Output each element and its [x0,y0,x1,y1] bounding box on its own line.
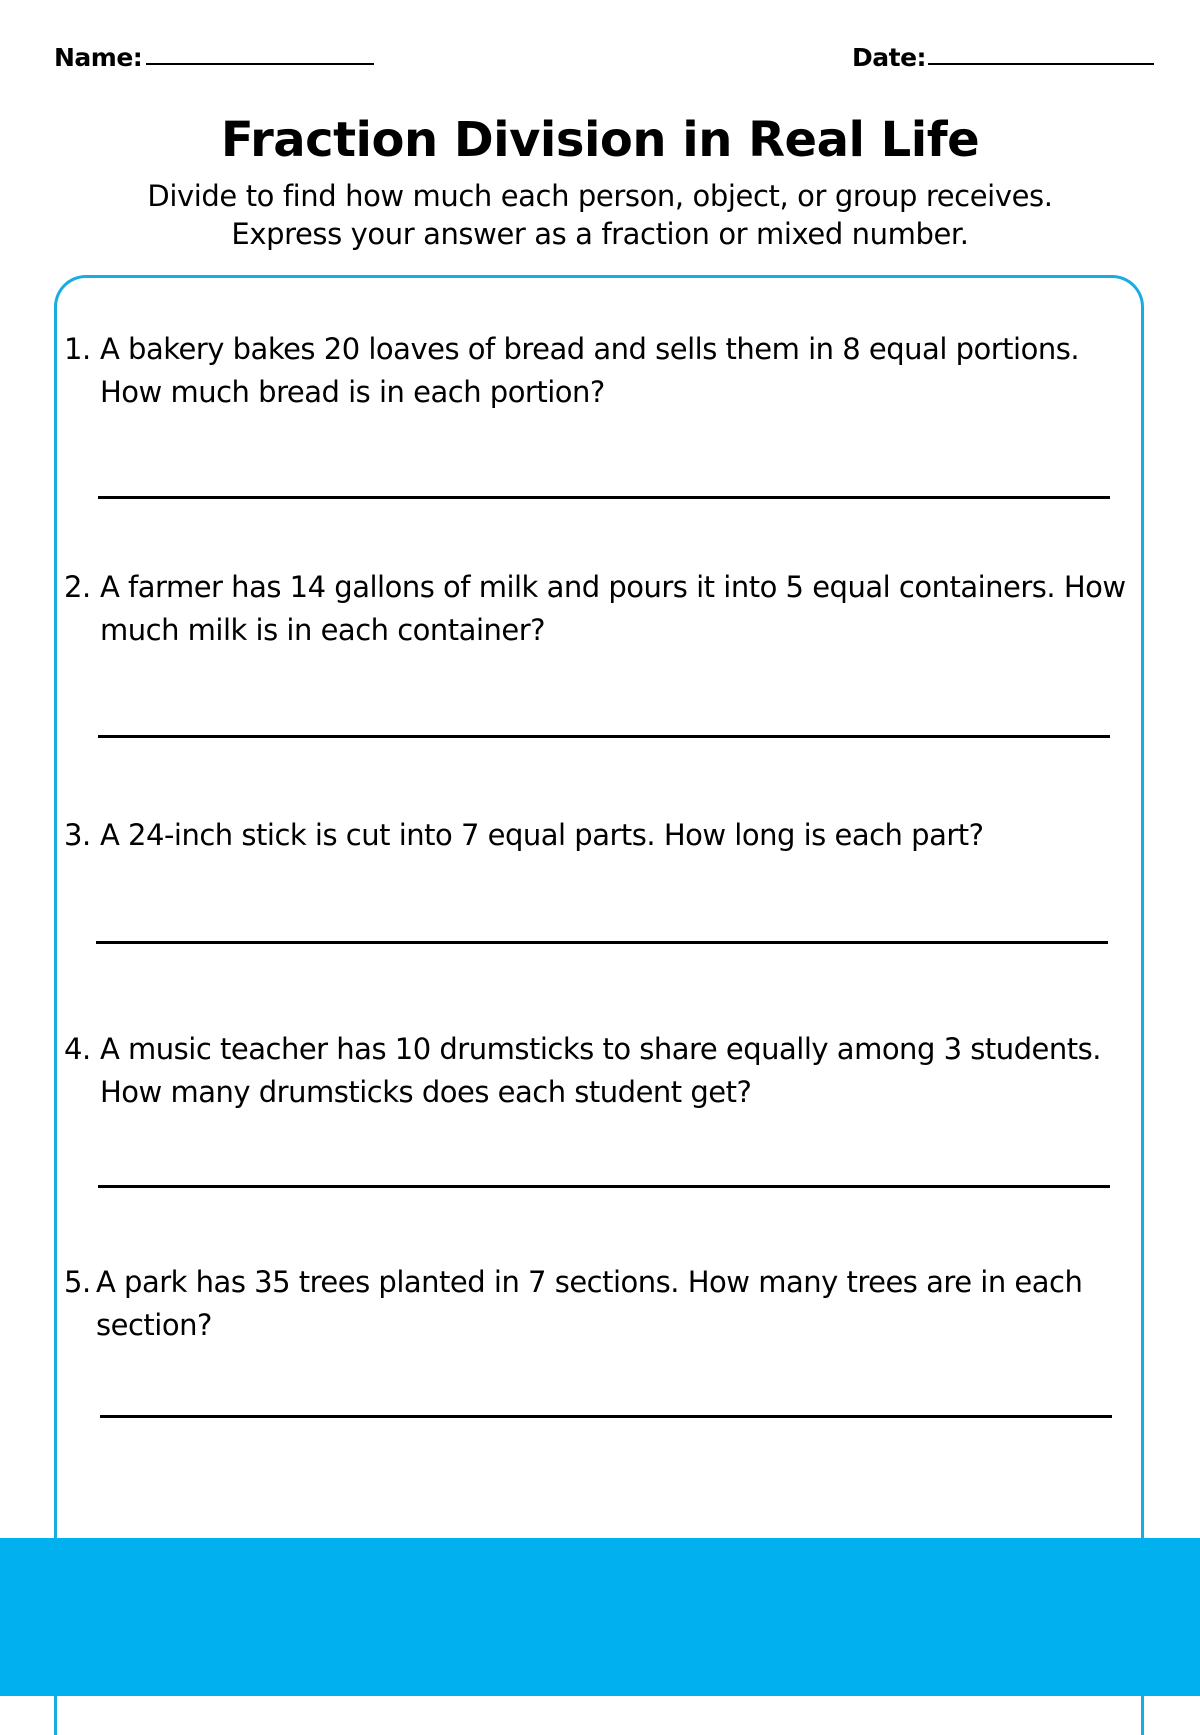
worksheet-title: Fraction Division in Real Life [220,112,980,168]
name-label: Name: [54,43,143,72]
answer-line-4[interactable] [98,1185,1110,1188]
question-3 [64,814,1144,857]
question-number: 5. [64,1265,91,1299]
date-field[interactable] [852,38,926,78]
name-field[interactable] [54,38,142,78]
answer-line-2[interactable] [98,735,1110,738]
date-label: Date: [852,43,927,72]
question-number: 2. [64,570,91,604]
instructions-line-2: Express your answer as a fraction or mixed number. [231,217,969,251]
answer-line-1[interactable] [98,496,1110,499]
date-underline[interactable] [928,63,1154,65]
answer-line-5[interactable] [100,1415,1112,1418]
name-underline[interactable] [146,63,374,65]
footer-bar [0,1538,1200,1696]
question-4 [64,1028,1144,1114]
question-text: A music teacher has 10 drumsticks to share equally among 3 students. How many drumsticks does each student get? [100,1032,1101,1109]
answer-line-3[interactable] [96,941,1108,944]
questions-panel [54,275,1144,1735]
header-row [0,38,1200,78]
question-text: A bakery bakes 20 loaves of bread and sells them in 8 equal portions. How much bread is in each portion? [100,332,1080,409]
question-2 [64,566,1144,652]
question-text: A 24-inch stick is cut into 7 equal parts. How long is each part? [100,818,984,852]
question-text: A farmer has 14 gallons of milk and pours it into 5 equal containers. How much milk is in each container? [100,570,1126,647]
question-number: 4. [64,1032,91,1066]
question-number: 1. [64,332,91,366]
instructions-line-1: Divide to find how much each person, object, or group receives. [147,179,1053,213]
question-5 [64,1261,1144,1347]
question-1 [64,328,1144,414]
question-text: A park has 35 trees planted in 7 sections. How many trees are in each section? [96,1265,1083,1342]
question-number: 3. [64,818,91,852]
